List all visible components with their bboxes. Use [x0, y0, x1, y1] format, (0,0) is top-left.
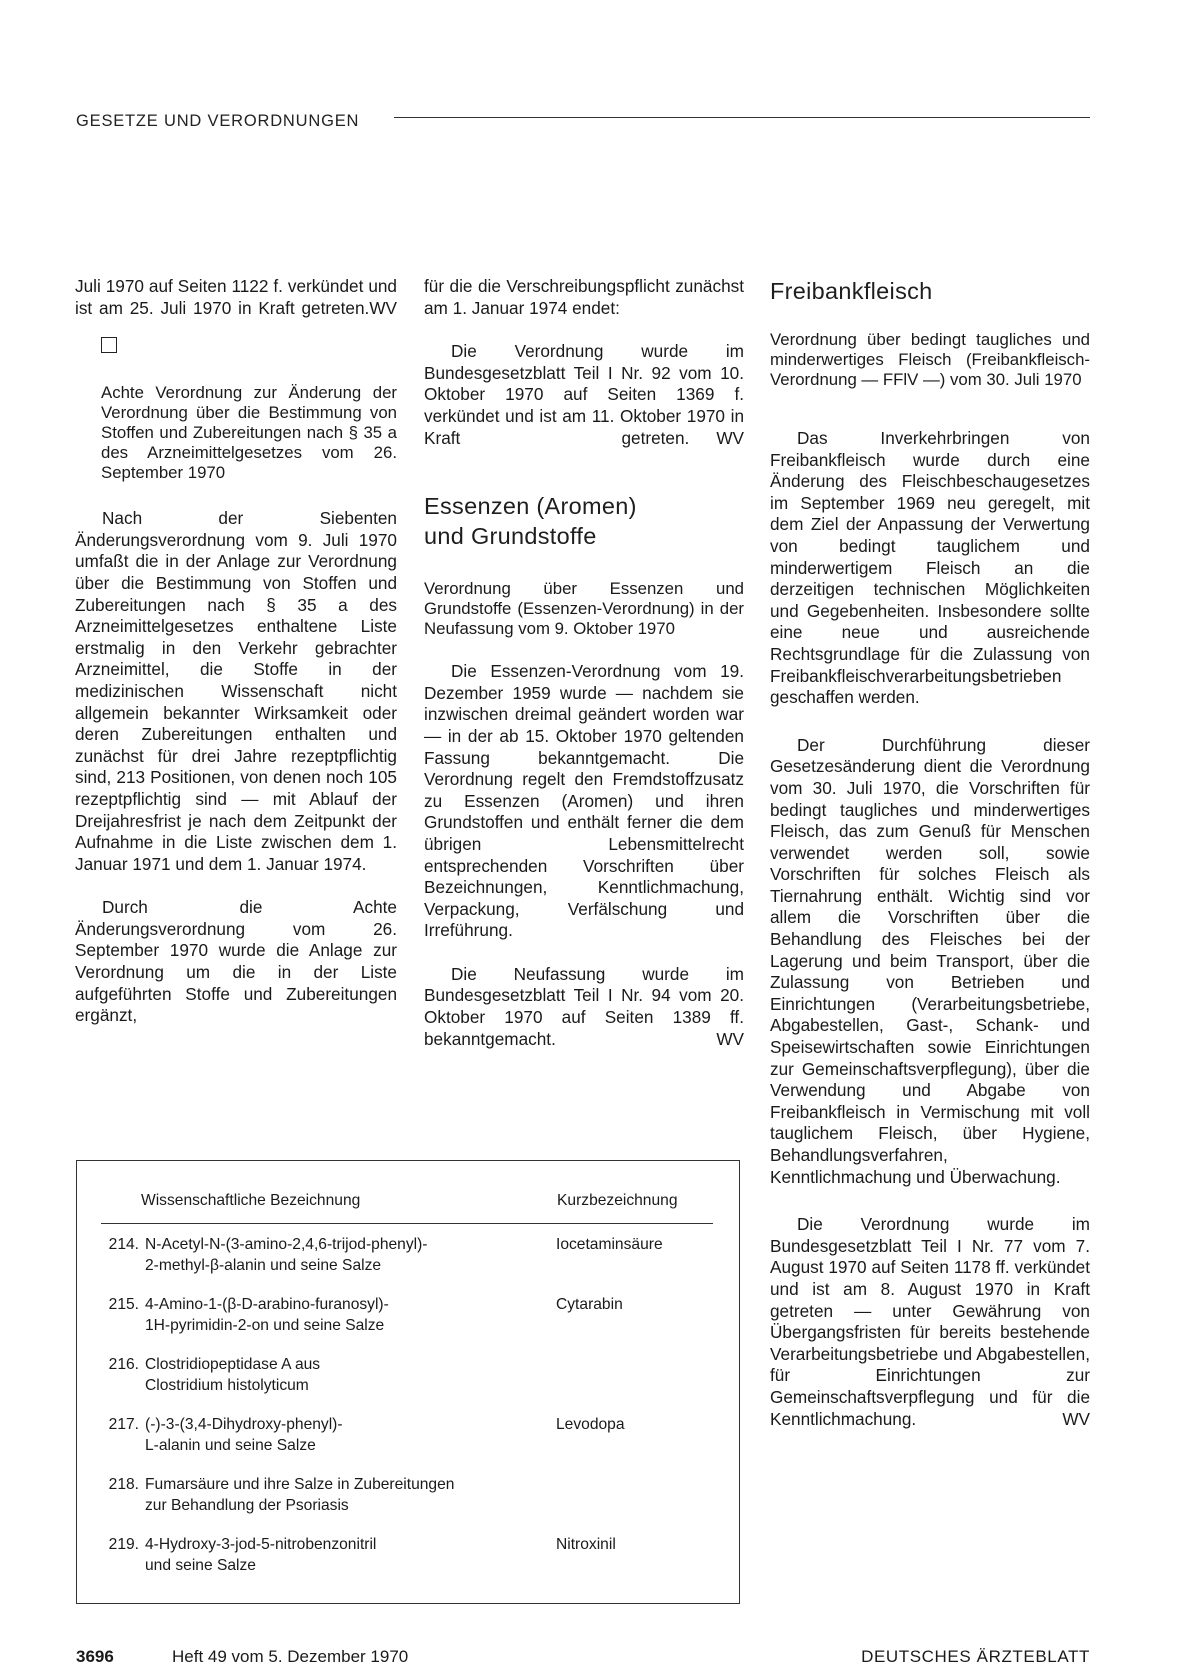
row-number: 215.: [108, 1296, 139, 1313]
name-line: 2-methyl-β-alanin und seine Salze: [145, 1256, 382, 1274]
signature: WV: [369, 297, 397, 318]
name-line: zur Behandlung der Psoriasis: [145, 1496, 349, 1514]
name-line: Fumarsäure und ihre Salze in Zubereitungen: [145, 1476, 455, 1493]
paragraph: [75, 276, 397, 319]
name-line: 4-Amino-1-(β-D-arabino-furanosyl)-: [145, 1296, 389, 1313]
column-1: [75, 276, 397, 1027]
scientific-name: [145, 1535, 515, 1576]
ordinance-title: Verordnung über bedingt taugliches und minderwertiges Fleisch (Freibankfleisch-Verordnung — FFlV —) vom 30. Juli 1970: [770, 330, 1090, 389]
ordinance-title: Achte Verordnung zur Änderung der Verordnung über die Bestimmung von Stoffen und Zubereitungen nach § 35 a des Arzneimittelgesetzes vom 26. September 1970: [101, 383, 397, 483]
column-3: [770, 276, 1090, 1430]
row-number: 214.: [108, 1236, 139, 1253]
scientific-name: [145, 1415, 515, 1456]
journal-name: DEUTSCHES ÄRZTEBLATT: [861, 1647, 1090, 1666]
issue-info: Heft 49 vom 5. Dezember 1970: [172, 1647, 409, 1666]
scientific-name: [145, 1295, 515, 1336]
short-name: Levodopa: [556, 1416, 625, 1433]
scientific-name: [145, 1355, 515, 1396]
section-heading: [424, 491, 744, 551]
paragraph: für die die Verschreibungspflicht zunächst am 1. Januar 1974 endet:: [424, 276, 744, 318]
name-line: und seine Salze: [145, 1556, 256, 1574]
name-line: N-Acetyl-N-(3-amino-2,4,6-trijod-phenyl)-: [145, 1236, 428, 1253]
separator-square-icon: [101, 337, 117, 353]
scientific-name: [145, 1235, 515, 1276]
signature: WV: [716, 427, 744, 448]
short-name: Cytarabin: [556, 1296, 623, 1313]
name-line: 1H-pyrimidin-2-on und seine Salze: [145, 1316, 385, 1334]
section-header: GESETZE UND VERORDNUNGEN: [76, 112, 360, 130]
paragraph-text: Juli 1970 auf Seiten 1122 f. verkündet und ist am 25. Juli 1970 in Kraft getreten.: [75, 276, 397, 318]
column-header-scientific: Wissenschaftliche Bezeichnung: [141, 1192, 361, 1209]
short-name: Nitroxinil: [556, 1536, 616, 1553]
name-line: Clostridiopeptidase A aus: [145, 1356, 321, 1373]
heading-line: Essenzen (Aromen): [424, 493, 637, 520]
paragraph-text: Die Verordnung wurde im Bundesgesetzblatt Teil I Nr. 92 vom 10. Oktober 1970 auf Seiten 1369 f. verkündet und ist am 11. Oktober 1970 in Kraft getreten.: [424, 341, 744, 448]
name-line: 4-Hydroxy-3-jod-5-nitrobenzonitril: [145, 1536, 377, 1553]
paragraph: [424, 341, 744, 449]
ordinance-title: Verordnung über Essenzen und Grundstoffe (Essenzen-Verordnung) in der Neufassung vom 9. Oktober 1970: [424, 579, 744, 639]
table-header-rule: [101, 1223, 713, 1224]
row-number: 217.: [108, 1416, 139, 1433]
row-number: 218.: [108, 1476, 139, 1493]
paragraph-text: Die Neufassung wurde im Bundesgesetzblatt Teil I Nr. 94 vom 20. Oktober 1970 auf Seiten 1389 ff. bekanntgemacht.: [424, 963, 744, 1049]
signature: WV: [716, 1028, 744, 1049]
name-line: (-)-3-(3,4-Dihydroxy-phenyl)-: [145, 1416, 343, 1433]
row-number: 216.: [108, 1356, 139, 1373]
section-heading: Freibankfleisch: [770, 278, 933, 304]
row-number: 219.: [108, 1536, 139, 1553]
paragraph: Durch die Achte Änderungsverordnung vom 26. September 1970 wurde die Anlage zur Verordnung um die in der Liste aufgeführten Stoffe und Zubereitungen ergänzt,: [75, 897, 397, 1026]
name-line: L-alanin und seine Salze: [145, 1436, 316, 1454]
signature: WV: [1062, 1408, 1090, 1429]
name-line: Clostridium histolyticum: [145, 1376, 309, 1394]
header-rule: [394, 117, 1090, 118]
paragraph: Nach der Siebenten Änderungsverordnung vom 9. Juli 1970 umfaßt die in der Anlage zur Verordnung über die Bestimmung von Stoffen und Zubereitungen nach § 35 a des Arzneimittelgesetzes enthaltene Liste erstmalig in den Verkehr gebrachter Arzneimittel, die Stoffe in der medizinischen Wissenschaft nicht allgemein bekannter Wirksamkeit oder deren Zubereitungen enthalten und zunächst für drei Jahre rezeptpflichtig sind, 213 Positionen, von denen noch 105 rezeptpflichtig sind — mit Ablauf der Dreijahresfrist je nach dem Zeitpunkt der Aufnahme in die Liste zwischen dem 1. Januar 1971 und dem 1. Januar 1974.: [75, 508, 397, 874]
paragraph: Die Essenzen-Verordnung vom 19. Dezember 1959 wurde — nachdem sie inzwischen dreimal geändert worden war — in der ab 15. Oktober 1970 geltenden Fassung bekanntgemacht. Die Verordnung regelt den Fremdstoffzusatz zu Essenzen (Aromen) und ihren Grundstoffen und enthält ferner die dem übrigen Lebensmittelrecht entsprechenden Vorschriften über Bezeichnungen, Kenntlichmachung, Verpackung, Verfälschung und Irreführung.: [424, 661, 744, 941]
paragraph: [770, 1214, 1090, 1430]
substance-table: [76, 1160, 740, 1604]
short-name: Iocetaminsäure: [556, 1236, 663, 1253]
column-2: [424, 276, 744, 1050]
paragraph: Der Durchführung dieser Gesetzesänderung dient die Verordnung vom 30. Juli 1970, die Vorschriften für bedingt taugliches und minderwertiges Fleisch, das zum Genuß für Menschen verwendet werden soll, sowie Vorschriften für solches Fleisch als Tiernahrung enthält. Wichtig sind vor allem die Vorschriften über die Behandlung des Fleisches bei der Lagerung und beim Transport, über die Zulassung von Betrieben und Einrichtungen (Verarbeitungsbetriebe, Abgabestellen, Gast-, Schank- und Speisewirtschaften sowie Einrichtungen zur Gemeinschaftsverpflegung), über die Verwendung und Abgabe von Freibankfleisch in Vermischung mit voll tauglichem Fleisch, über Hygiene, Behandlungsverfahren, Kenntlichmachung und Überwachung.: [770, 734, 1090, 1187]
scientific-name: [145, 1475, 545, 1516]
column-header-short: Kurzbezeichnung: [557, 1192, 678, 1209]
heading-line: und Grundstoffe: [424, 523, 597, 550]
paragraph-text: Die Verordnung wurde im Bundesgesetzblatt Teil I Nr. 77 vom 7. August 1970 auf Seiten 1178 ff. verkündet und ist am 8. August 1970 in Kraft getreten — unter Gewährung von Übergangsfristen für bereits bestehende Verarbeitungsbetriebe und Abgabestellen, für Einrichtungen zur Gemeinschaftsverpflegung und für die Kenntlichmachung.: [770, 1214, 1090, 1429]
paragraph: [424, 964, 744, 1050]
paragraph: Das Inverkehrbringen von Freibankfleisch wurde durch eine Änderung des Fleischbeschaugesetzes im September 1969 neu geregelt, mit dem Ziel der Anpassung der Verwertung von bedingt tauglichem und minderwertigem Fleisch an die derzeitigen technischen Möglichkeiten und Gegebenheiten. Insbesondere sollte eine neue und ausreichende Rechtsgrundlage für die Zulassung von Freibankfleischverarbeitungsbetrieben geschaffen werden.: [770, 428, 1090, 708]
page-number: 3696: [76, 1647, 114, 1666]
